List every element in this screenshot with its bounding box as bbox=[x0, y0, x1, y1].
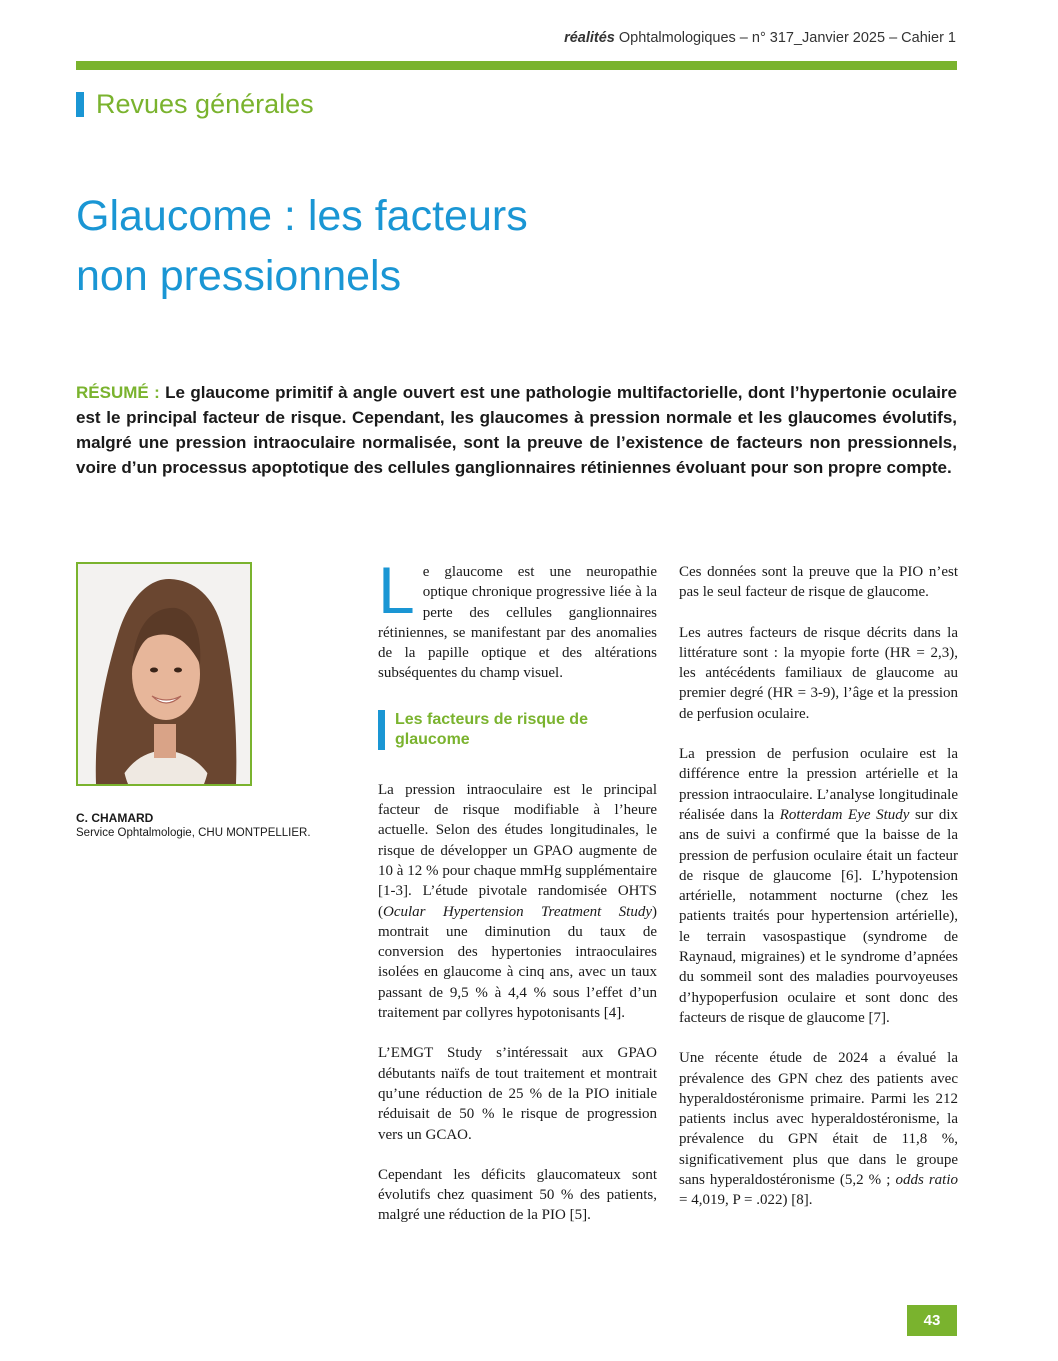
paragraph: L’EMGT Study s’intéressait aux GPAO débutants naïfs de tout traitement et montrait qu’une réduction de 25 % de la PIO initiale réduisait de 50 % le risque de progression vers un GCAO. bbox=[378, 1045, 657, 1143]
abstract-label: RÉSUMÉ : bbox=[76, 383, 160, 402]
text-column-2 bbox=[679, 562, 958, 1231]
paragraph-text: La pression intraoculaire est le principal facteur de risque modifiable à l’heure actuelle. Selon des études longitudinales, le risque de développer un GPAO augmente de 10 à 12 % pour chaque mmHg supplémentaire [1-3]. L’étude pivotale randomisée OHTS ( bbox=[378, 781, 657, 920]
journal-name: réalités bbox=[564, 30, 615, 46]
paragraph-text: Une récente étude de 2024 a évalué la prévalence des GPN chez des patients avec hyperaldostéronisme primaire. Parmi les 212 patients inclus avec hyperaldostéronisme, la prévalence du GPN était de 11,8 %, significativement plus que dans le groupe sans hyperaldostéronisme (5,2 % ; bbox=[679, 1050, 958, 1189]
paragraph-text: La pression de perfusion oculaire est la différence entre la pression artérielle et la pression intraoculaire. L’analyse longitudinale réalisée dans la bbox=[679, 746, 958, 823]
paragraph: Ces données sont la preuve que la PIO n’est pas le seul facteur de risque de glaucome. bbox=[679, 564, 958, 601]
abstract-text: Le glaucome primitif à angle ouvert est une pathologie multifactorielle, dont l’hypertonie oculaire est le principal facteur de risque. Cependant, les glaucomes à pression normale et les glaucomes évolutifs, malgré une pression intraoculaire normalisée, sont la preuve de l’existence de facteurs non pressionnels, voire d’un processus apoptotique des cellules ganglionnaires rétiniennes évoluant pour son propre compte. bbox=[76, 383, 957, 477]
page-number: 43 bbox=[907, 1305, 957, 1336]
author-affiliation: Service Ophtalmologie, CHU MONTPELLIER. bbox=[76, 827, 311, 839]
header-rule bbox=[76, 61, 957, 70]
journal-issue: Ophtalmologiques – n° 317_Janvier 2025 – Cahier 1 bbox=[614, 30, 956, 46]
subheading bbox=[378, 710, 657, 750]
paragraph: Les autres facteurs de risque décrits dans la littérature sont : la myopie forte (HR = 2,3), les antécédents familiaux de glaucome au premier degré (HR = 3-9), l’âge et la pression de perfusion oculaire. bbox=[679, 624, 958, 722]
intro-text: e glaucome est une neuropathie optique chronique progressive liée à la perte des cellules ganglionnaires rétiniennes, se manifestant par des anomalies de la papille optique et des altérations subséquentes du champ visuel. bbox=[378, 564, 657, 682]
subheading-text: Les facteurs de risque de glaucome bbox=[395, 710, 588, 748]
section-label: Revues générales bbox=[96, 89, 314, 119]
title-line-2: non pressionnels bbox=[76, 252, 402, 300]
paragraph-text: ) montrait une diminution du taux de conversion des hypertonies intraoculaires isolées en glaucome à cinq ans, avec un taux passant de 9,5 % à 4,4 % sous l’effet d’un traitement par collyres hypotonisants [4]. bbox=[378, 903, 657, 1022]
section-bar bbox=[76, 92, 84, 117]
paragraph bbox=[679, 1048, 958, 1210]
author-name: C. CHAMARD bbox=[76, 811, 154, 825]
intro-paragraph bbox=[378, 553, 657, 684]
paragraph: Cependant les déficits glaucomateux sont évolutifs chez quasiment 50 % des patients, malgré une réduction de la PIO [5]. bbox=[378, 1166, 657, 1224]
title-line-1: Glaucome : les facteurs bbox=[76, 192, 528, 240]
abstract bbox=[76, 380, 957, 480]
text-column-1 bbox=[378, 553, 657, 1246]
author-portrait-image bbox=[78, 564, 250, 784]
paragraph bbox=[679, 744, 958, 1028]
article-title bbox=[76, 186, 528, 306]
paragraph-text: = 4,019, P = .022) [8]. bbox=[679, 1192, 813, 1209]
study-name: Rotterdam Eye Study bbox=[779, 806, 910, 823]
section-tag bbox=[76, 89, 314, 120]
author-photo bbox=[76, 562, 252, 786]
paragraph bbox=[378, 780, 657, 1024]
subheading-bar bbox=[378, 710, 385, 750]
drop-cap: L bbox=[378, 553, 415, 627]
paragraph-text: sur dix ans de suivi a confirmé que la baisse de la pression de perfusion oculaire était un facteur de risque de glaucome [6]. L’hypotension artérielle, notamment nocturne (chez les patients traités pour hypertension artérielle), le terrain vasospastique (syndrome de Raynaud, migraines) et le syndrome d’apnées du sommeil sont des maladies pourvoyeuses d’hypoperfusion oculaire et sont donc des facteurs de risque de glaucome [7]. bbox=[679, 806, 959, 1026]
statistic-term: odds ratio bbox=[895, 1172, 958, 1189]
journal-header bbox=[564, 30, 956, 46]
study-name: Ocular Hypertension Treatment Study bbox=[383, 903, 652, 920]
